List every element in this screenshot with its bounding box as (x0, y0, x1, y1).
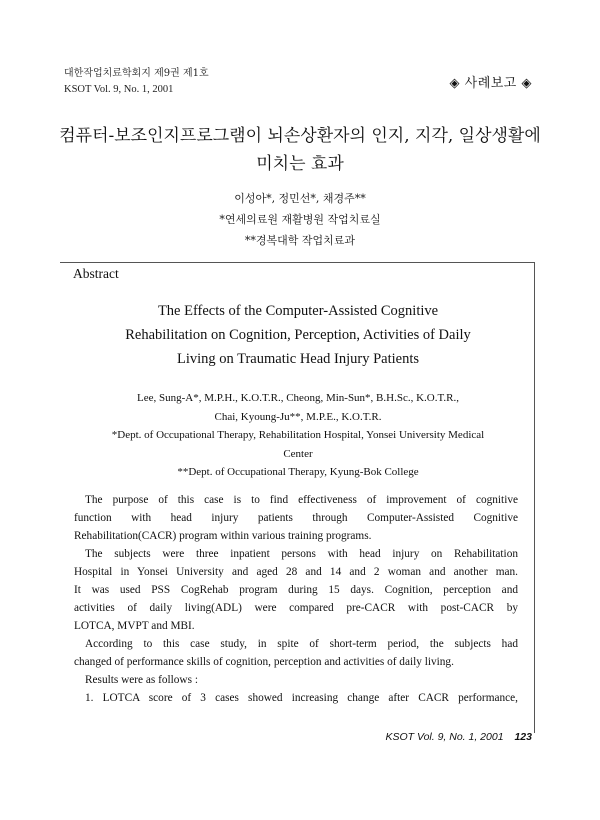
abstract-line: LOTCA, MVPT and MBI. (74, 620, 195, 632)
english-title-line: Rehabilitation on Cognition, Perception, Activities of Daily (125, 327, 471, 343)
english-affiliation: *Dept. of Occupational Therapy, Rehabilitation Hospital, Yonsei University Medical (111, 429, 485, 441)
english-author-line: Lee, Sung-A*, M.P.H., K.O.T.R., Cheong, Min-Sun*, B.H.Sc., K.O.T.R., (137, 392, 459, 404)
korean-authors (0, 188, 600, 251)
korean-title-line: 컴퓨터-보조인지프로그램이 뇌손상환자의 인지, 지각, 일상생활에 (59, 126, 541, 146)
abstract-line: 1. LOTCA score of 3 cases showed increasing change after CACR performance, (85, 692, 518, 704)
english-author-line: Chai, Kyoung-Ju**, M.P.E., K.O.T.R. (214, 410, 382, 423)
page-footer (385, 731, 532, 743)
journal-volume: KSOT Vol. 9, No. 1, 2001 (64, 84, 174, 95)
abstract-line: Hospital in Yonsei University and aged 28 and 14 and 2 woman and another man. (74, 566, 518, 578)
journal-name-korean: 대한작업치료학회지 제9권 제1호 (64, 68, 209, 79)
abstract-line: changed of performance skills of cognition, perception and activities of daily living. (74, 656, 454, 668)
section-tag: ◈ 사례보고 ◈ (449, 76, 532, 91)
abstract-line: activities of daily living(ADL) were compared pre-CACR with post-CACR by (74, 602, 518, 614)
abstract-body (74, 491, 518, 707)
abstract-line: The purpose of this case is to find effectiveness of improvement of cognitive (85, 494, 518, 506)
english-authors (60, 389, 536, 482)
footer-journal: KSOT Vol. 9, No. 1, 2001 (385, 731, 504, 743)
english-affiliation: **Dept. of Occupational Therapy, Kyung-Bok College (177, 466, 419, 478)
korean-affiliation: *연세의료원 재활병원 작업치료실 (219, 213, 381, 226)
page-number: 123 (514, 731, 532, 743)
abstract-heading: Abstract (73, 266, 119, 281)
abstract-line: According to this case study, in spite of short-term period, the subjects had (85, 638, 518, 650)
english-affiliation: Center (283, 447, 313, 460)
journal-header (64, 66, 209, 98)
korean-title-line: 미치는 효과 (256, 154, 344, 174)
abstract-line: It was used PSS CogRehab program during 15 days. Cognition, perception and (74, 584, 518, 596)
abstract-line: Rehabilitation(CACR) program within various training programs. (74, 530, 372, 542)
abstract-line: function with head injury patients through Computer-Assisted Cognitive (74, 512, 518, 524)
abstract-line: Results were as follows : (85, 674, 198, 686)
english-title-line: The Effects of the Computer-Assisted Cognitive (157, 303, 439, 319)
abstract-line: The subjects were three inpatient persons with head injury on Rehabilitation (85, 548, 518, 560)
english-title-line: Living on Traumatic Head Injury Patients (176, 351, 420, 367)
korean-title (40, 122, 560, 178)
english-title (60, 299, 536, 371)
korean-affiliation: **경복대학 작업치료과 (244, 234, 356, 247)
korean-author-names: 이성아*, 정민선*, 채경주** (234, 192, 366, 205)
